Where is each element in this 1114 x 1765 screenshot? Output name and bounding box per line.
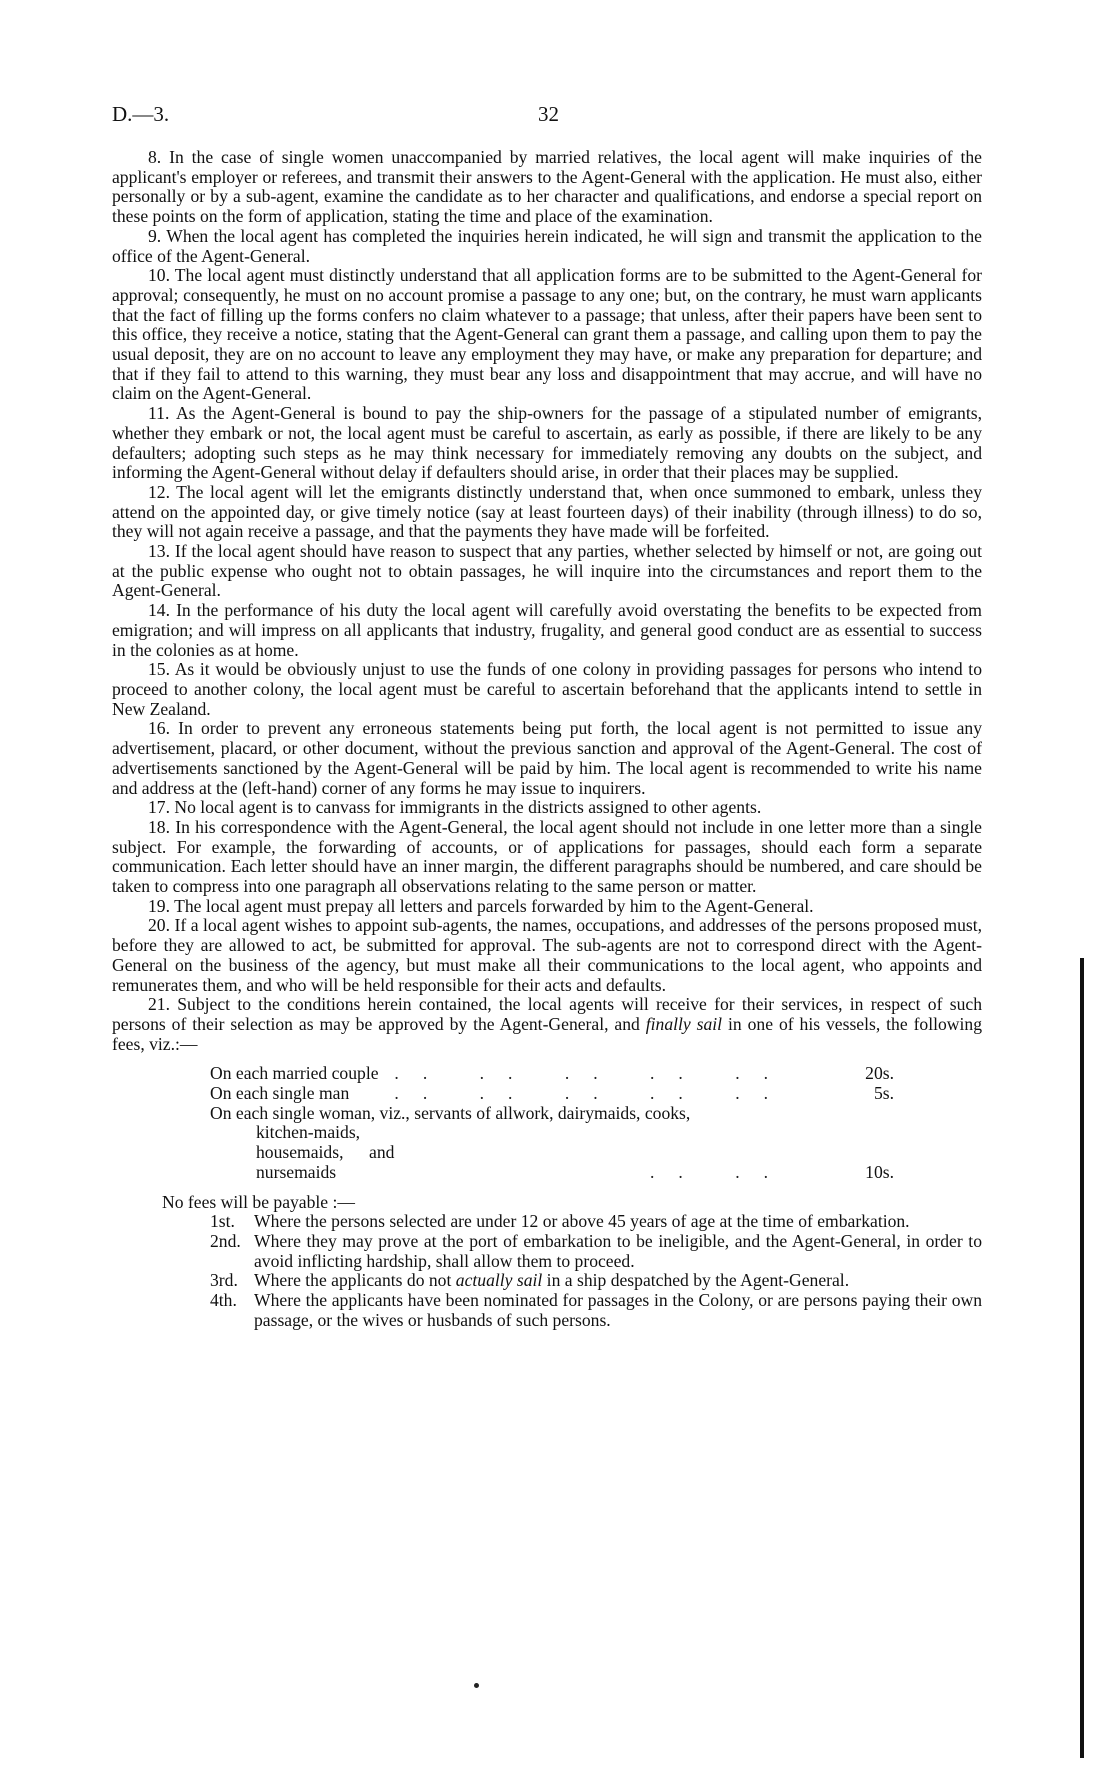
- paragraph-11: 11. As the Agent-General is bound to pay the ship-owners for the passage of a stipulated number of emigrants, whether they embark or not, the local agent must be careful to ascertain, as early as possible, if there are likely to be any defaulters; adopting such steps as he may think necessary for immediately removing any doubts on the subject, and informing the Agent-General without delay if defaulters should arise, in order that their places may be supplied.: [112, 403, 982, 483]
- paragraph-16: 16. In order to prevent any erroneous statements being put forth, the local agent is not permitted to issue any advertisement, placard, or other document, without the previous sanction and approval of the Agent-General. The cost of advertisements sanctioned by the Agent-General will be paid by him. The local agent is recommended to write his name and address at the (left-hand) corner of any forms he may issue to inquirers.: [112, 718, 982, 798]
- paragraph-21-emphasis: finally sail: [645, 1013, 723, 1034]
- list-item-number: 4th.: [210, 1290, 237, 1311]
- list-item: [112, 1271, 982, 1291]
- fee-label: On each single man: [210, 1083, 350, 1104]
- paragraph-9: 9. When the local agent has completed the inquiries herein indicated, he will sign and transmit the application to the office of the Agent-General.: [112, 225, 982, 266]
- fee-row: [112, 1104, 982, 1124]
- body-text: [112, 148, 982, 1330]
- fees-table: [112, 1064, 982, 1182]
- paragraph-20: 20. If a local agent wishes to appoint sub-agents, the names, occupations, and addresses of the persons proposed must, before they are allowed to act, be submitted for approval. The sub-agents are not to correspond direct with the Agent-General on the business of the agency, but must make all their communications to the local agent, who appoints and remunerates them, and who will be held responsible for their acts and defaults.: [112, 915, 982, 995]
- list-item-text: Where they may prove at the port of embarkation to be ineligible, and the Agent-General, in order to avoid inflicting hardship, shall allow them to proceed.: [254, 1230, 982, 1271]
- paragraph-21: [112, 995, 982, 1054]
- list-item: [112, 1212, 982, 1232]
- fee-leader: .. .. .. .. ..: [394, 1063, 792, 1084]
- fee-amount: [814, 1104, 982, 1124]
- list-item-emphasis: actually sail: [455, 1270, 543, 1291]
- fee-row: [112, 1084, 982, 1104]
- ink-dot: [474, 1683, 479, 1688]
- list-item-text: Where the persons selected are under 12 or above 45 years of age at the time of embarkation.: [254, 1211, 910, 1232]
- no-fees-list: [112, 1212, 982, 1330]
- paragraph-21-text: 21. Subject to the conditions herein contained, the local agents will receive for their services, in respect of such persons of their selection as may be approved by the Agent-General, and: [112, 994, 982, 1034]
- paragraph-13: 13. If the local agent should have reason to suspect that any parties, whether selected by himself or not, are going out at the public expense who ought not to obtain passages, he will inquire into the circumstances and report them to the Agent-General.: [112, 541, 982, 601]
- paragraph-12: 12. The local agent will let the emigrants distinctly understand that, when once summoned to embark, unless they attend on the appointed day, or give timely notice (say at least fourteen days) of their inability (through illness) to do so, they will not again receive a passage, and that the payments they have made will be forfeited.: [112, 481, 982, 542]
- fee-row: [112, 1064, 982, 1084]
- paragraph-8: 8. In the case of single women unaccompanied by married relatives, the local agent will make inquiries of the applicant's employer or referees, and transmit their answers to the Agent-General with the application. He must also, either personally or by a sub-agent, examine the candidate as to her character and qualifications, and endorse a special report on these points on the form of application, stating the time and place of the examination.: [112, 147, 982, 227]
- list-item-number: 3rd.: [210, 1270, 238, 1291]
- list-item: [112, 1232, 982, 1271]
- no-fees-heading: No fees will be payable :—: [162, 1191, 355, 1212]
- fee-label: kitchen-maids, housemaids, and nursemaids: [256, 1122, 395, 1182]
- fee-amount: 20s.: [865, 1063, 894, 1084]
- paragraph-10: 10. The local agent must distinctly understand that all application forms are to be submitted to the Agent-General for approval; consequently, he must on no account promise a passage to any one; but, on the contrary, he must warn applicants that the fact of filling up the forms confers no claim whatever to a passage; that unless, after their papers have been sent to this office, they receive a notice, stating that the Agent-General can grant them a passage, and calling upon them to pay the usual deposit, they are on no account to leave any employment they may have, or make any preparation for departure; and that if they fail to attend to this warning, they must bear any loss and disappointment that may accrue, and will have no claim on the Agent-General.: [112, 265, 982, 404]
- fee-label: On each single woman, viz., servants of allwork, dairymaids, cooks,: [210, 1102, 691, 1123]
- page-number: 32: [538, 102, 559, 126]
- binding-edge-line: [1080, 958, 1084, 1758]
- paragraph-15: 15. As it would be obviously unjust to use the funds of one colony in providing passages for persons who intend to proceed to another colony, the local agent must be careful to ascertain beforehand that the applicants intend to settle in New Zealand.: [112, 659, 982, 719]
- list-item-text-end: in a ship despatched by the Agent-General.: [542, 1270, 850, 1291]
- list-item-text: Where the applicants do not: [254, 1270, 456, 1291]
- paragraph-14: 14. In the performance of his duty the local agent will carefully avoid overstating the benefits to be expected from emigration; and will impress on all applicants that industry, frugality, and general good conduct are as essential to success in the colonies as at home.: [112, 600, 982, 660]
- document-reference: D.—3.: [112, 102, 170, 126]
- list-item-text: Where the applicants have been nominated for passages in the Colony, or are persons paying their own passage, or the wives or husbands of such persons.: [254, 1290, 982, 1330]
- fee-leader: .. .. .. .. ..: [394, 1083, 792, 1104]
- paragraph-19: 19. The local agent must prepay all letters and parcels forwarded by him to the Agent-General.: [148, 895, 814, 916]
- fee-amount: 5s.: [873, 1083, 894, 1104]
- fee-leader: .. ..: [650, 1161, 792, 1182]
- fee-amount: 10s.: [865, 1161, 894, 1182]
- paragraph-21-text-end: in one of his vessels, the following fees, viz.:—: [112, 1013, 982, 1054]
- list-item-number: 2nd.: [210, 1230, 241, 1251]
- fee-row: [112, 1123, 982, 1182]
- fee-label: On each married couple: [210, 1063, 379, 1084]
- list-item: [112, 1291, 982, 1330]
- list-item-number: 1st.: [210, 1211, 235, 1232]
- paragraph-17: 17. No local agent is to canvass for immigrants in the districts assigned to other agents.: [148, 797, 762, 818]
- paragraph-18: 18. In his correspondence with the Agent-General, the local agent should not include in one letter more than a single subject. For example, the forwarding of accounts, or of applications for passages, should each form a separate communication. Each letter should have an inner margin, the different paragraphs should be numbered, and care should be taken to compress into one paragraph all observations relating to the same person or matter.: [112, 816, 982, 897]
